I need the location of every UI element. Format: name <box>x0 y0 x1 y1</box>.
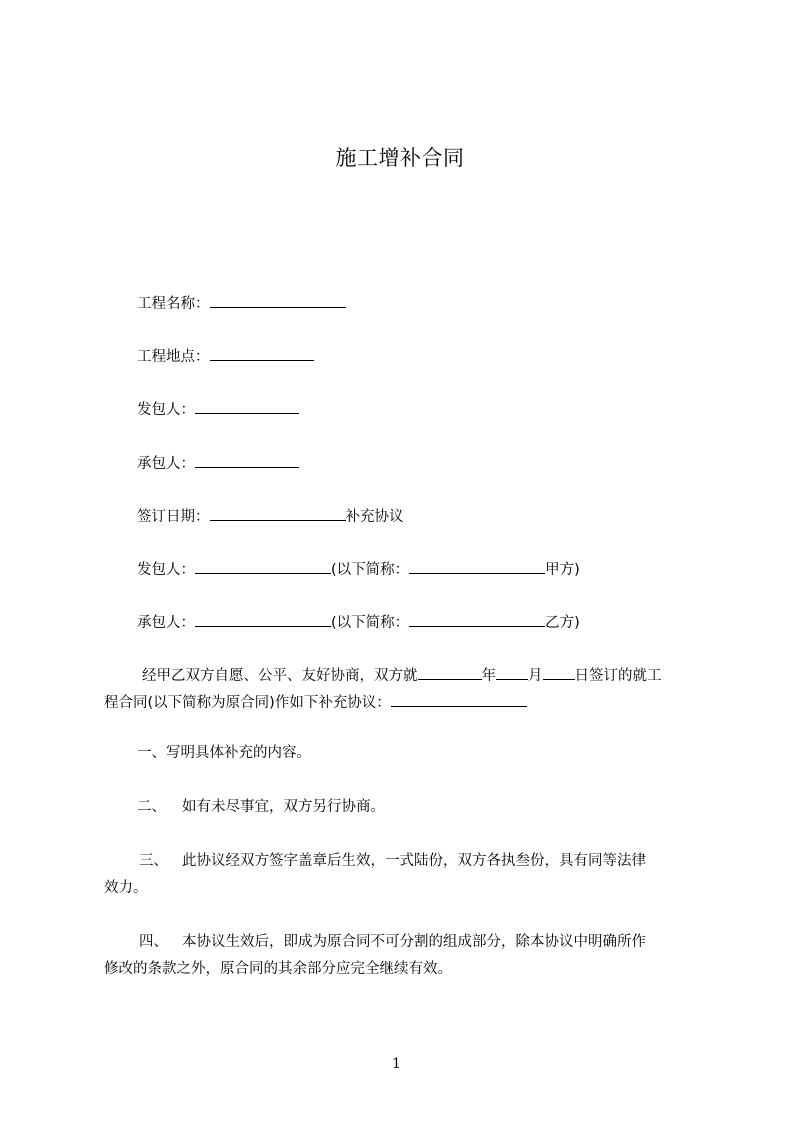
party-b-abbr-label: (以下简称： <box>331 615 410 631</box>
party-a-abbr-blank <box>409 558 545 574</box>
party-a-employer-label: 发包人： <box>137 562 195 578</box>
clause-1-text: 一、写明具体补充的内容。 <box>137 745 311 761</box>
sign-date-label: 签订日期： <box>137 509 210 525</box>
clause-3-line-2 <box>104 878 148 898</box>
clause-2 <box>137 797 385 817</box>
employer-line <box>137 398 299 420</box>
sign-date-blank <box>210 505 346 521</box>
clause-4-line-2 <box>104 959 452 979</box>
party-a-close: 甲方) <box>545 562 580 578</box>
employer-label: 发包人： <box>137 402 195 418</box>
project-name-label: 工程名称： <box>137 296 210 312</box>
party-b-close: 乙方) <box>545 615 580 631</box>
party-b-line <box>137 611 580 633</box>
preamble-line-1 <box>142 664 662 686</box>
clause-3-line-1 <box>139 851 646 871</box>
party-b-name-blank <box>195 611 331 627</box>
clause-4-text-1: 本协议生效后，即成为原合同不可分割的组成部分，除本协议中明确所作 <box>182 934 646 950</box>
project-name-blank <box>210 292 346 308</box>
contractor-label: 承包人： <box>137 456 195 472</box>
contractor-blank <box>195 452 299 468</box>
preamble-text-1: 经甲乙双方自愿、公平、友好协商，双方就 <box>142 668 418 684</box>
party-a-abbr-label: (以下简称： <box>331 562 410 578</box>
party-a-line <box>137 558 580 580</box>
supplement-label: 补充协议 <box>345 509 404 525</box>
project-location-label: 工程地点： <box>137 349 210 365</box>
page-number: 1 <box>392 1056 401 1072</box>
month-label: 月 <box>528 668 543 684</box>
year-blank <box>418 664 482 680</box>
party-b-contractor-label: 承包人： <box>137 615 195 631</box>
clause-2-number: 二、 <box>137 799 166 815</box>
day-rest-text: 日签订的就工 <box>574 668 662 684</box>
sign-date-line <box>137 505 404 527</box>
clause-1 <box>137 743 311 763</box>
preamble-line-2 <box>104 691 527 713</box>
preamble-text-2: 程合同(以下简称为原合同)作如下补充协议： <box>104 695 391 711</box>
clause-4-number: 四、 <box>139 934 168 950</box>
month-blank <box>496 664 528 680</box>
clause-3-text-2: 效力。 <box>104 880 148 896</box>
document-title: 施工增补合同 <box>335 146 465 170</box>
clause-2-text: 如有未尽事宜，双方另行协商。 <box>182 799 385 815</box>
preamble-blank <box>391 691 527 707</box>
employer-blank <box>195 398 299 414</box>
project-location-line <box>137 345 314 367</box>
project-location-blank <box>210 345 314 361</box>
clause-3-number: 三、 <box>139 853 168 869</box>
clause-4-line-1 <box>139 932 646 952</box>
project-name-line <box>137 292 346 314</box>
year-label: 年 <box>481 668 496 684</box>
clause-3-text-1: 此协议经双方签字盖章后生效，一式陆份，双方各执叁份，具有同等法律 <box>182 853 646 869</box>
clause-4-text-2: 修改的条款之外，原合同的其余部分应完全继续有效。 <box>104 961 452 977</box>
party-a-name-blank <box>195 558 331 574</box>
contractor-line <box>137 452 299 474</box>
day-blank <box>543 664 575 680</box>
party-b-abbr-blank <box>409 611 545 627</box>
